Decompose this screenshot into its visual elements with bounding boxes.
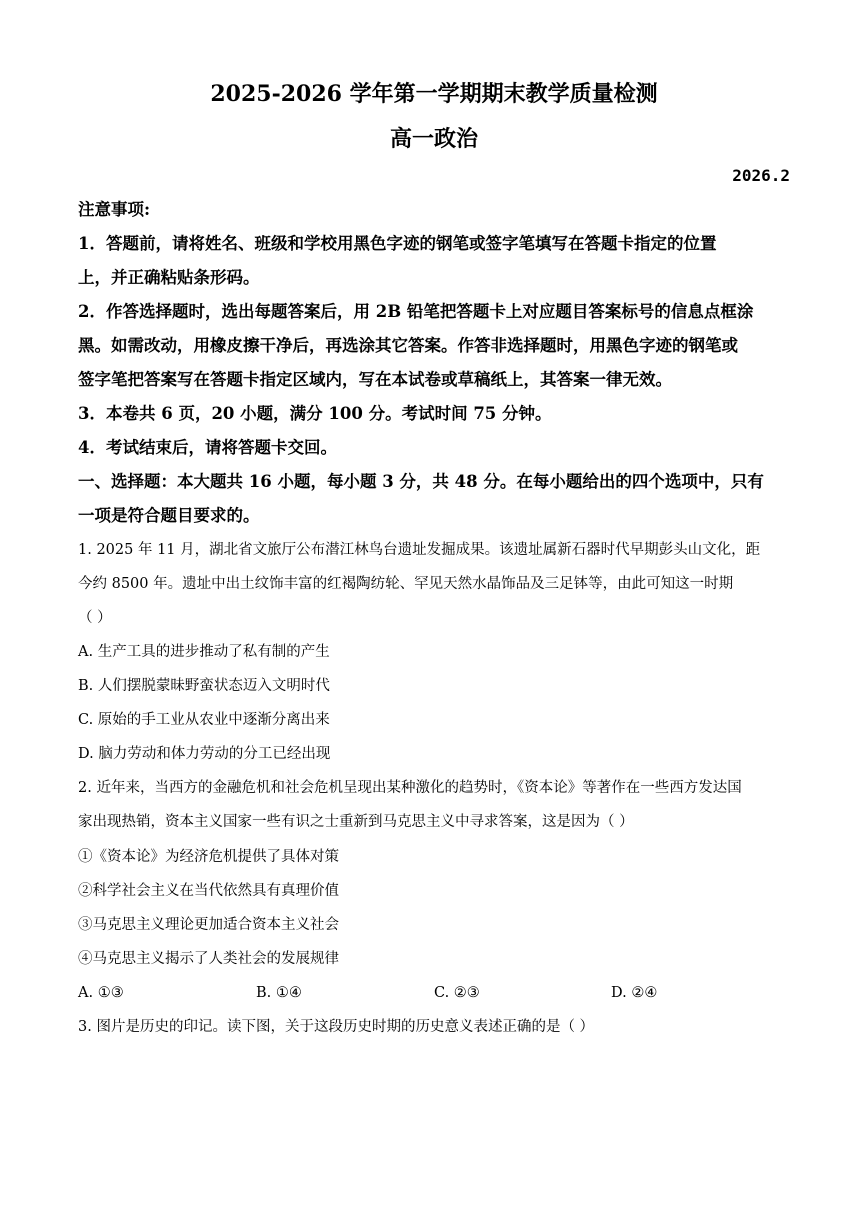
question-2-statement: ②科学社会主义在当代依然具有真理价值 (78, 883, 339, 899)
question-2-statement: ③马克思主义理论更加适合资本主义社会 (78, 917, 339, 933)
notice-line: 签字笔把答案写在答题卡指定区域内，写在本试卷或草稿纸上，其答案一律无效。 (78, 370, 672, 389)
question-1-stem: 今约 8500 年。遗址中出土纹饰丰富的红褐陶纺轮、罕见天然水晶饰品及三足钵等，由此可知这一时期 (78, 576, 734, 592)
exam-title: 2025-2026 学年第一学期期末教学质量检测 (210, 81, 658, 107)
exam-subject: 高一政治 (389, 126, 478, 152)
notice-heading: 注意事项: (78, 200, 151, 219)
question-2-option-d: D. ②④ (611, 985, 658, 1001)
question-3-stem: 3. 图片是历史的印记。读下图，关于这段历史时期的历史意义表述正确的是（ ） (78, 1019, 595, 1035)
notice-line: 黑。如需改动，用橡皮擦干净后，再选涂其它答案。作答非选择题时，用黑色字迹的钢笔或 (78, 336, 738, 355)
question-1-option-d: D. 脑力劳动和体力劳动的分工已经出现 (78, 746, 331, 762)
question-2-option-c: C. ②③ (434, 985, 480, 1001)
notice-line: 上，并正确粘贴条形码。 (78, 268, 260, 287)
question-2-stem: 家出现热销，资本主义国家一些有识之士重新到马克思主义中寻求答案，这是因为（ ） (78, 814, 634, 830)
question-2-statement: ①《资本论》为经济危机提供了具体对策 (78, 849, 339, 865)
question-2-option-b: B. ①④ (256, 985, 302, 1001)
question-1-option-b: B. 人们摆脱蒙昧野蛮状态迈入文明时代 (78, 678, 330, 694)
section-heading: 一项是符合题目要求的。 (78, 506, 260, 525)
question-1-stem: 1. 2025 年 11 月，湖北省文旅厅公布潜江林鸟台遗址发掘成果。该遗址属新石器时代早期彭头山文化，距 (78, 542, 761, 558)
notice-line: 4．考试结束后，请将答题卡交回。 (78, 438, 337, 457)
question-1-option-a: A. 生产工具的进步推动了私有制的产生 (78, 644, 330, 660)
answer-blank: （ ） (78, 610, 112, 626)
exam-date: 2026.2 (732, 166, 790, 185)
question-2-stem: 2. 近年来，当西方的金融危机和社会危机呈现出某种激化的趋势时，《资本论》等著作在一些西方发达国 (78, 780, 742, 796)
question-2-statement: ④马克思主义揭示了人类社会的发展规律 (78, 951, 339, 967)
notice-line: 1．答题前，请将姓名、班级和学校用黑色字迹的钢笔或签字笔填写在答题卡指定的位置 (78, 234, 717, 253)
notice-line: 2．作答选择题时，选出每题答案后，用 2B 铅笔把答题卡上对应题目答案标号的信息点框涂 (78, 302, 754, 321)
question-2-option-a: A. ①③ (78, 985, 124, 1001)
section-heading: 一、选择题：本大题共 16 小题，每小题 3 分，共 48 分。在每小题给出的四个选项中，只有 (78, 472, 764, 491)
question-1-option-c: C. 原始的手工业从农业中逐渐分离出来 (78, 712, 330, 728)
notice-line: 3．本卷共 6 页，20 小题，满分 100 分。考试时间 75 分钟。 (78, 404, 552, 423)
